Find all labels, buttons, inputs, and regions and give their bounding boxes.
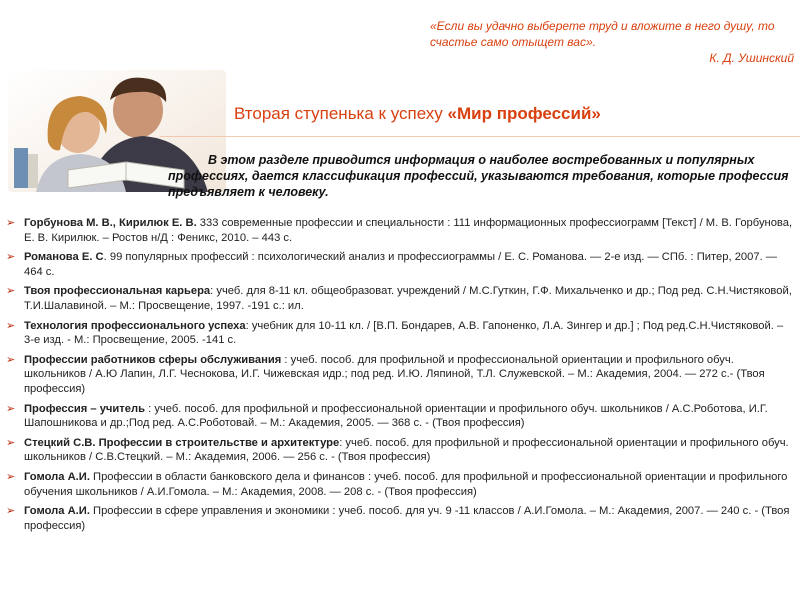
reference-text xyxy=(24,250,794,279)
reference-author: Гомола А.И. xyxy=(24,470,90,483)
arrow-bullet-icon: ➢ xyxy=(6,436,16,449)
reference-description: : учеб. пособ. для профильной и профессиональной ориентации и профильного обуч. школьников / А.С.Роботова, И.Г. Шапошникова и др.;Под ред. А.С.Роботовай. – М.: Академия, 2005. — 368 с. - (Твоя профессия) xyxy=(24,402,768,430)
reference-author: Профессия – учитель xyxy=(24,402,145,415)
reference-description: . 99 популярных профессий : психологический анализ и профессиограммы / Е. С. Романова. — 2-е изд. — СПб. : Питер, 2007. — 464 с. xyxy=(24,251,777,278)
reference-text xyxy=(24,319,794,348)
title-divider xyxy=(160,136,800,137)
arrow-bullet-icon: ➢ xyxy=(6,470,16,483)
reference-text xyxy=(24,470,794,499)
title-prefix: Вторая ступенька к успеху xyxy=(234,104,448,123)
reference-item xyxy=(6,319,794,348)
reference-text xyxy=(24,402,794,431)
reference-description: Профессии в сфере управления и экономики : учеб. пособ. для уч. 9 -11 классов / А.И.Гомола. – М.: Академия, 2007. — 240 с. - (Твоя профессия) xyxy=(24,505,790,532)
reference-description: : учеб. пособ. для профильной и профессиональной ориентации и профильного обуч. школьников / А.Ю Лапин, Л.Г. Чеснокова, И.Г. Чижевская идр.; под ред. И.Ю. Ляпиной, Т.Л. Служевской. – М.: Академия, 2004. — 272 с.- (Твоя профессия) xyxy=(24,353,765,395)
reference-item xyxy=(6,284,794,313)
page-title xyxy=(234,104,794,124)
reference-item xyxy=(6,470,794,499)
reference-text xyxy=(24,353,794,397)
reference-author: Технология профессионального успеха xyxy=(24,319,246,332)
reference-text xyxy=(24,216,794,245)
epigraph-quote xyxy=(430,18,794,66)
reference-author: Гомола А.И. xyxy=(24,505,90,518)
reference-item xyxy=(6,402,794,431)
reference-list xyxy=(6,216,794,538)
reference-author: Горбунова М. В., Кирилюк Е. В. xyxy=(24,217,197,229)
arrow-bullet-icon: ➢ xyxy=(6,285,16,298)
reference-author: Стецкий С.В. Профессии в строительстве и архитектуре xyxy=(24,436,340,449)
reference-item xyxy=(6,436,794,465)
reference-text xyxy=(24,504,794,533)
reference-author: Романова Е. С xyxy=(24,251,104,264)
arrow-bullet-icon: ➢ xyxy=(6,353,16,366)
arrow-bullet-icon: ➢ xyxy=(6,505,16,518)
reference-item xyxy=(6,250,794,279)
arrow-bullet-icon: ➢ xyxy=(6,319,16,332)
reference-description: : учеб. для 8-11 кл. общеобразоват. учреждений / М.С.Гуткин, Г.Ф. Михальченко и др.; Под ред. С.Н.Чистяковой, Т.И.Шалавиной. – М.: Просвещение, 1997. -191 с.: ил. xyxy=(24,285,792,312)
reference-text xyxy=(24,436,794,465)
arrow-bullet-icon: ➢ xyxy=(6,251,16,264)
reference-description: 333 современные профессии и специальности : 111 информационных профессиограмм [Текст] / М. В. Горбунова, Е. В. Кирилюк. – Ростов н/Д : Феникс, 2010. – 443 с. xyxy=(24,217,793,244)
reference-item xyxy=(6,353,794,397)
arrow-bullet-icon: ➢ xyxy=(6,217,16,229)
arrow-bullet-icon: ➢ xyxy=(6,402,16,415)
reference-author: Профессии работников сферы обслуживания xyxy=(24,353,282,366)
reference-text xyxy=(24,284,794,313)
reference-description: : учебник для 10-11 кл. / [В.П. Бондарев, А.В. Гапоненко, Л.А. Зингер и др.] ; Под ред.С.Н.Чистяковой. – 3-е изд. - М.: Просвещение, 2005. -141 с. xyxy=(24,319,784,347)
title-highlight: «Мир профессий» xyxy=(447,104,601,123)
quote-author: К. Д. Ушинский xyxy=(709,51,794,65)
reference-author: Твоя профессиональная карьера xyxy=(24,285,211,298)
reference-description: Профессии в области банковского дела и финансов : учеб. пособ. для профильной и профессиональной ориентации и профильного обучения школьников / А.И.Гомола. – М.: Академия, 2008. — 208 с. - (Твоя профессия) xyxy=(24,470,788,498)
reference-item xyxy=(6,216,794,245)
intro-paragraph: В этом разделе приводится информация о наиболее востребованных и популярных профессиях, дается классификация профессий, указываются требования, которые профессия предъявляет к человеку. xyxy=(168,153,789,199)
reference-item xyxy=(6,504,794,533)
quote-text: «Если вы удачно выберете труд и вложите в него душу, то счастье само отыщет вас». xyxy=(430,19,775,49)
reference-description: : учеб. пособ. для профильной и профессиональной ориентации и профильного обуч. школьников / С.В.Стецкий. – М.: Академия, 2006. — 256 с. - (Твоя профессия) xyxy=(24,436,789,464)
